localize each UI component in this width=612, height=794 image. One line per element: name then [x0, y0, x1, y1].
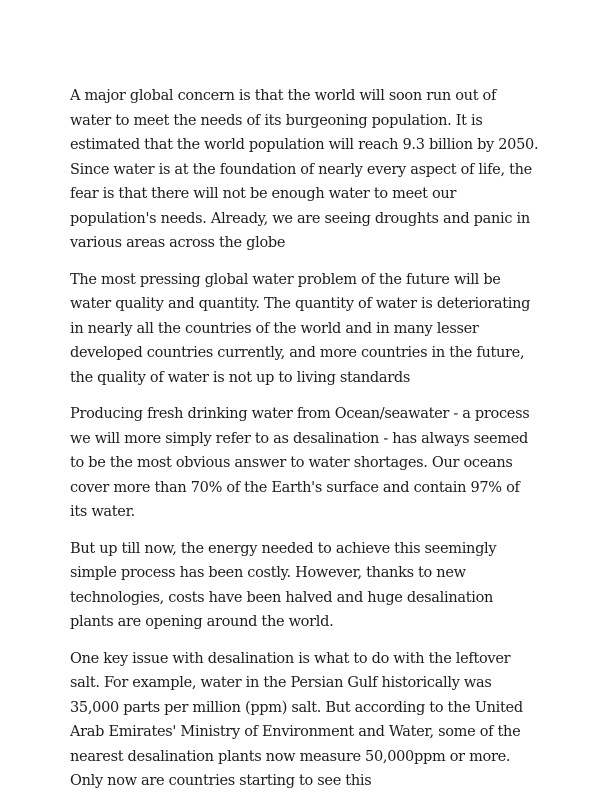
document-body-text [70, 84, 540, 794]
paragraph: One key issue with desalination is what to do with the leftover salt. For example, water in the Persian Gulf historically was 35,000 parts per million (ppm) salt. But according to the United Arab Emirates' Ministry of Environment and Water, some of the nearest desalination plants now measure 50,000ppm or more. Only now are countries starting to see this [70, 650, 523, 789]
paragraph: Producing fresh drinking water from Ocean/seawater - a process we will more simply refer to as desalination - has always seemed to be the most obvious answer to water shortages. Our oceans cover more than 70% of the Earth's surface and contain 97% of its water. [70, 406, 530, 520]
paragraph: But up till now, the energy needed to achieve this seemingly simple process has been costly. However, thanks to new technologies, costs have been halved and huge desalination plants are opening around the world. [70, 540, 497, 630]
paragraph: The most pressing global water problem of the future will be water quality and quantity. The quantity of water is deteriorating in nearly all the countries of the world and in many lesser developed countries currently, and more countries in the future, the quality of water is not up to living standards [70, 271, 531, 386]
paragraph: A major global concern is that the world will soon run out of water to meet the needs of its burgeoning population. It is estimated that the world population will reach 9.3 billion by 2050. Since water is at the foundation of nearly every aspect of life, the fear is that there will not be enough water to meet our population's needs. Already, we are seeing droughts and panic in various areas across the globe [70, 88, 539, 251]
